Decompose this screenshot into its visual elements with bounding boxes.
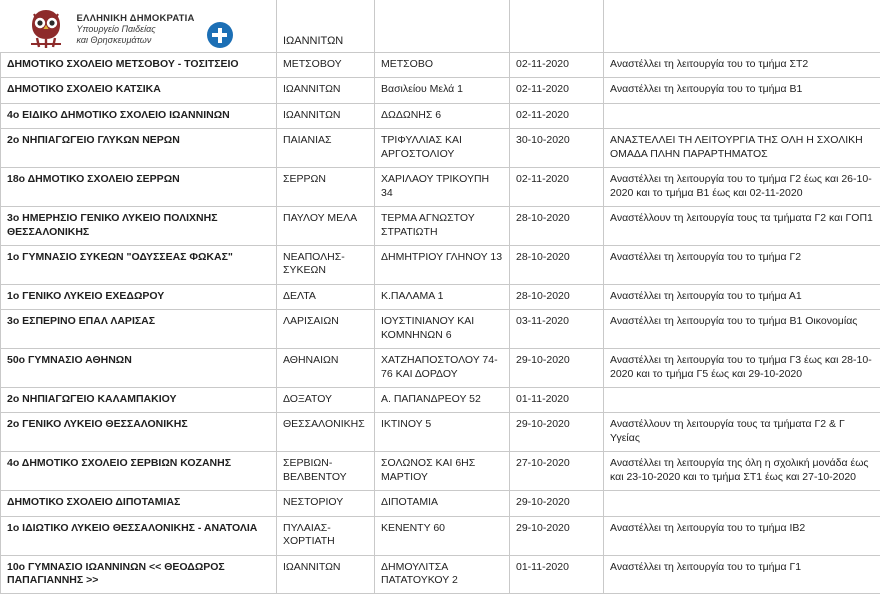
cell-address: Βασιλείου Μελά 1 [375, 78, 510, 103]
table-row [1, 129, 880, 168]
cell-address: ΜΕΤΣΟΒΟ [375, 53, 510, 78]
cell-municipality: ΠΥΛΑΙΑΣ-ΧΟΡΤΙΑΤΗ [277, 516, 375, 555]
cell-date: 30-10-2020 [510, 129, 604, 168]
cell-note: Αναστέλλει τη λειτουργία του το τμήμα Β1 Οικονομίας [604, 310, 880, 349]
cell-address: ΔΗΜΟΥΛΙΤΣΑ ΠΑΤΑΤΟΥΚΟΥ 2 [375, 555, 510, 594]
cell-date: 02-11-2020 [510, 168, 604, 207]
cell-municipality: ΔΟΞΑΤΟΥ [277, 388, 375, 413]
table-row [1, 555, 880, 594]
cell-date: 29-10-2020 [510, 413, 604, 452]
cell-municipality: ΔΕΛΤΑ [277, 284, 375, 309]
cell-municipality: ΛΑΡΙΣΑΙΩΝ [277, 310, 375, 349]
cell-address: ΣΟΛΩΝΟΣ ΚΑΙ 6ΗΣ ΜΑΡΤΙΟΥ [375, 452, 510, 491]
cell-date: 29-10-2020 [510, 349, 604, 388]
ministry-header [1, 0, 277, 58]
cell-note: ΑΝΑΣΤΕΛΛΕΙ ΤΗ ΛΕΙΤΟΥΡΓΙΑ ΤΗΣ ΟΛΗ Η ΣΧΟΛΙΚΗ ΟΜΑΔΑ ΠΛΗΝ ΠΑΡΑΡΤΗΜΑΤΟΣ [604, 129, 880, 168]
cell-school: ΔΗΜΟΤΙΚΟ ΣΧΟΛΕΙΟ ΚΑΤΣΙΚΑ [1, 78, 277, 103]
table-row [1, 103, 880, 128]
cell-date: 01-11-2020 [510, 388, 604, 413]
table-row [1, 310, 880, 349]
cell-municipality: ΙΩΑΝΝΙΤΩΝ [277, 78, 375, 103]
cell-school: 4ο ΕΙΔΙΚΟ ΔΗΜΟΤΙΚΟ ΣΧΟΛΕΙΟ ΙΩΑΝΝΙΝΩΝ [1, 103, 277, 128]
column-header-note [604, 0, 880, 53]
cell-municipality: ΘΕΣΣΑΛΟΝΙΚΗΣ [277, 413, 375, 452]
cell-school: ΔΗΜΟΤΙΚΟ ΣΧΟΛΕΙΟ ΜΕΤΣΟΒΟΥ - ΤΟΣΙΤΣΕΙΟ [1, 53, 277, 78]
cell-municipality: ΙΩΑΝΝΙΤΩΝ [277, 103, 375, 128]
cell-date: 02-11-2020 [510, 103, 604, 128]
cell-address: ΔΗΜΗΤΡΙΟΥ ΓΛΗΝΟΥ 13 [375, 245, 510, 284]
cell-municipality: ΝΕΑΠΟΛΗΣ-ΣΥΚΕΩΝ [277, 245, 375, 284]
cell-municipality: ΑΘΗΝΑΙΩΝ [277, 349, 375, 388]
cell-note [604, 103, 880, 128]
cell-address: ΧΑΡΙΛΑΟΥ ΤΡΙΚΟΥΠΗ 34 [375, 168, 510, 207]
table-row [1, 207, 880, 246]
cell-note: Αναστέλλουν τη λειτουργία τους τα τμήματα Γ2 & Γ Υγείας [604, 413, 880, 452]
cell-note [604, 491, 880, 516]
cell-date: 28-10-2020 [510, 245, 604, 284]
cell-note: Αναστέλλει τη λειτουργία του το τμήμα Γ2 έως και 26-10-2020 και το τμήμα Β1 έως και 02-11-2020 [604, 168, 880, 207]
cell-date: 29-10-2020 [510, 491, 604, 516]
cell-date: 27-10-2020 [510, 452, 604, 491]
cell-note: Αναστέλλουν τη λειτουργία τους τα τμήματα Γ2 και ΓΟΠ1 [604, 207, 880, 246]
cell-municipality: ΝΕΣΤΟΡΙΟΥ [277, 491, 375, 516]
cell-school: 1ο ΓΥΜΝΑΣΙΟ ΣΥΚΕΩΝ "ΟΔΥΣΣΕΑΣ ΦΩΚΑΣ" [1, 245, 277, 284]
column-header-date [510, 0, 604, 53]
cell-school: 1ο ΓΕΝΙΚΟ ΛΥΚΕΙΟ ΕΧΕΔΩΡΟΥ [1, 284, 277, 309]
cell-date: 29-10-2020 [510, 516, 604, 555]
logo-cell [1, 0, 277, 53]
cell-date: 28-10-2020 [510, 207, 604, 246]
cell-address: Κ.ΠΑΛΑΜΑ 1 [375, 284, 510, 309]
owl-emblem-icon [23, 8, 69, 50]
table-header-row [1, 0, 880, 53]
cell-date: 02-11-2020 [510, 53, 604, 78]
cell-date: 03-11-2020 [510, 310, 604, 349]
org-line-3: και Θρησκευμάτων [76, 34, 152, 45]
cell-municipality: ΣΕΡΒΙΩΝ-ΒΕΛΒΕΝΤΟΥ [277, 452, 375, 491]
table-body [1, 0, 880, 594]
table-row [1, 413, 880, 452]
org-line-2: Υπουργείο Παιδείας [76, 23, 156, 34]
cell-note: Αναστέλλει τη λειτουργία της όλη η σχολική μονάδα έως και 23-10-2020 και το τμήμα ΣΤ1 έως και 27-10-2020 [604, 452, 880, 491]
cell-date: 28-10-2020 [510, 284, 604, 309]
cell-municipality: ΣΕΡΡΩΝ [277, 168, 375, 207]
cell-address: ΔΙΠΟΤΑΜΙΑ [375, 491, 510, 516]
cell-school: 10ο ΓΥΜΝΑΣΙΟ ΙΩΑΝΝΙΝΩΝ << ΘΕΟΔΩΡΟΣ ΠΑΠΑΓΙΑΝΝΗΣ >> [1, 555, 277, 594]
cell-address: Α. ΠΑΠΑΝΔΡΕΟΥ 52 [375, 388, 510, 413]
cell-school: 18ο ΔΗΜΟΤΙΚΟ ΣΧΟΛΕΙΟ ΣΕΡΡΩΝ [1, 168, 277, 207]
cell-note: Αναστέλλει τη λειτουργία του το τμήμα Γ3 έως και 28-10-2020 και το τμήμα Γ5 έως και 29-10-2020 [604, 349, 880, 388]
cell-school: 50ο ΓΥΜΝΑΣΙΟ ΑΘΗΝΩΝ [1, 349, 277, 388]
column-header-municipality: ΙΩΑΝΝΙΤΩΝ [277, 0, 375, 53]
cell-school: 2ο ΝΗΠΙΑΓΩΓΕΙΟ ΚΑΛΑΜΠΑΚΙΟΥ [1, 388, 277, 413]
table-row [1, 349, 880, 388]
cell-address: ΙΟΥΣΤΙΝΙΑΝΟΥ ΚΑΙ ΚΟΜΝΗΝΩΝ 6 [375, 310, 510, 349]
cell-note: Αναστέλλει τη λειτουργία του το τμήμα Γ1 [604, 555, 880, 594]
cell-note [604, 388, 880, 413]
cell-municipality: ΜΕΤΣΟΒΟΥ [277, 53, 375, 78]
cell-municipality: ΙΩΑΝΝΙΤΩΝ [277, 555, 375, 594]
ministry-text-block [77, 13, 195, 45]
cell-date: 01-11-2020 [510, 555, 604, 594]
cell-school: 4ο ΔΗΜΟΤΙΚΟ ΣΧΟΛΕΙΟ ΣΕΡΒΙΩΝ ΚΟΖΑΝΗΣ [1, 452, 277, 491]
cell-address: ΤΡΙΦΥΛΛΙΑΣ ΚΑΙ ΑΡΓΟΣΤΟΛΙΟΥ [375, 129, 510, 168]
cell-date: 02-11-2020 [510, 78, 604, 103]
greek-cross-icon [207, 22, 233, 48]
cell-note: Αναστέλλει τη λειτουργία του το τμήμα Β1 [604, 78, 880, 103]
cell-school: 2ο ΝΗΠΙΑΓΩΓΕΙΟ ΓΛΥΚΩΝ ΝΕΡΩΝ [1, 129, 277, 168]
cell-school: 3ο ΕΣΠΕΡΙΝΟ ΕΠΑΛ ΛΑΡΙΣΑΣ [1, 310, 277, 349]
table-row [1, 284, 880, 309]
cell-address: ΧΑΤΖΗΑΠΟΣΤΟΛΟΥ 74-76 ΚΑΙ ΔΟΡΔΟΥ [375, 349, 510, 388]
table-row [1, 516, 880, 555]
cell-municipality: ΠΑΙΑΝΙΑΣ [277, 129, 375, 168]
cell-school: 3ο ΗΜΕΡΗΣΙΟ ΓΕΝΙΚΟ ΛΥΚΕΙΟ ΠΟΛΙΧΝΗΣ ΘΕΣΣΑΛΟΝΙΚΗΣ [1, 207, 277, 246]
cell-address: ΙΚΤΙΝΟΥ 5 [375, 413, 510, 452]
table-row [1, 245, 880, 284]
cell-note: Αναστέλλει τη λειτουργία του το τμήμα Α1 [604, 284, 880, 309]
cell-school: ΔΗΜΟΤΙΚΟ ΣΧΟΛΕΙΟ ΔΙΠΟΤΑΜΙΑΣ [1, 491, 277, 516]
cell-municipality: ΠΑΥΛΟΥ ΜΕΛΑ [277, 207, 375, 246]
cell-note: Αναστέλλει τη λειτουργία του το τμήμα ΣΤ2 [604, 53, 880, 78]
cell-school: 2ο ΓΕΝΙΚΟ ΛΥΚΕΙΟ ΘΕΣΣΑΛΟΝΙΚΗΣ [1, 413, 277, 452]
cell-school: 1ο ΙΔΙΩΤΙΚΟ ΛΥΚΕΙΟ ΘΕΣΣΑΛΟΝΙΚΗΣ - ΑΝΑΤΟΛΙΑ [1, 516, 277, 555]
org-line-1: ΕΛΛΗΝΙΚΗ ΔΗΜΟΚΡΑΤΙΑ [76, 12, 195, 24]
table-row [1, 388, 880, 413]
cell-note: Αναστέλλει τη λειτουργία του το τμήμα ΙΒ2 [604, 516, 880, 555]
table-row [1, 491, 880, 516]
table-row [1, 452, 880, 491]
cell-address: ΔΩΔΩΝΗΣ 6 [375, 103, 510, 128]
table-row [1, 78, 880, 103]
cell-address: KENENTY 60 [375, 516, 510, 555]
cell-address: ΤΕΡΜΑ ΑΓΝΩΣΤΟΥ ΣΤΡΑΤΙΩΤΗ [375, 207, 510, 246]
table-row [1, 168, 880, 207]
cell-note: Αναστέλλει τη λειτουργία του το τμήμα Γ2 [604, 245, 880, 284]
column-header-address [375, 0, 510, 53]
